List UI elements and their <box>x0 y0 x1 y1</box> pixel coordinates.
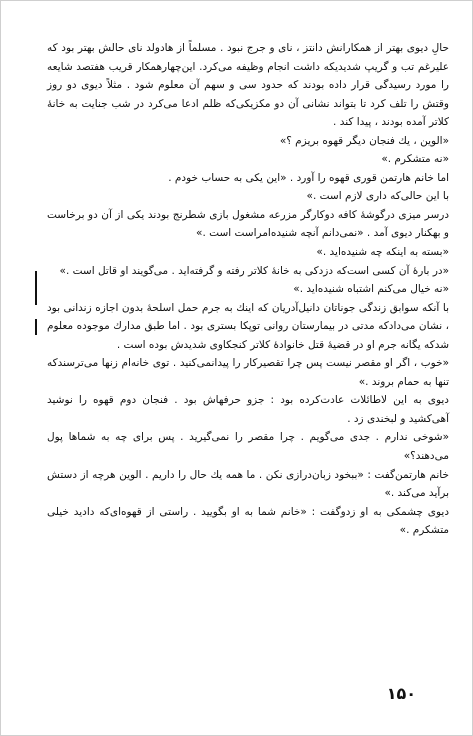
margin-bar <box>35 271 37 305</box>
margin-bar <box>35 319 37 335</box>
paragraph: «نه متشکرم .» <box>381 153 449 166</box>
page-number: ۱۵۰ <box>386 684 416 703</box>
paragraph: «خوب ، اگر او مقصر نیست پس چرا تقصیرکار را پیدانمی‌کنید . توی خانه‌ام زنها می‌ترسندکه تنها به حمام بروند .» <box>47 357 449 388</box>
paragraph: دیوی به این لاطائلات عادت‌کرده بود : جزو حرفهاش بود . فنجان دوم قهوه را نوشید آهی‌کشید و لبخندی زد . <box>47 394 449 425</box>
paragraph: اما خانم هارتمن قوری قهوه را آورد . «این یکی به حساب خودم . <box>168 171 449 184</box>
paragraph: «نه خیال می‌کنم اشتباه شنیده‌اید .» <box>293 283 449 296</box>
paragraph: «الوین ، یك فنجان دیگر قهوه بریزم ؟» <box>279 134 449 147</box>
paragraph: «شوخی ندارم . جدی می‌گویم . چرا مقصر را نمی‌گیرید . پس برای چه به شماها پول می‌دهند؟» <box>47 431 449 463</box>
body-text <box>47 39 449 540</box>
paragraph: حالِ دیوی بهتر از همکارانش دانتز ، نای و جرج نبود . مسلماً از هادولد نای حالش بهتر بود که علیرغم تب و گریپ شدیدیکه داشت انجام وظیفه می‌کرد. این‌چهارهمکار قریب هفتصد شایعه را مورد رسیدگی قرار داده بودند که حدود سی و سهم آن معلوم شود . مثلاً دیوی دو روز وقتش را تلف کرد تا بتواند نشانی آن دو مکزیکی‌که ظلم ادعا می‌کرد در شب جنایت به خانهٔ کلاتر آمده بودند ، پیدا کند . <box>47 42 449 129</box>
paragraph: «در بارهٔ آن کسی است‌که دزدکی به خانهٔ کلاتر رفته و گرفته‌اید . می‌گویند او قاتل است .» <box>59 264 449 277</box>
paragraph: با این حالی‌که داری لازم است .» <box>306 190 449 203</box>
paragraph: با آنکه سوابق زندگی جوناتان دانیل‌آدریان که اینك به جرم حمل اسلحهٔ بدون اجازه زندانی بود ، نشان می‌دادکه مدتی در بیمارستان روانی توپکا بستری بود . اما طبق مدارك موجوده معلوم شدکه یگانه جرم او در قضیهٔ قتل خانوادهٔ کلاتر کنجکاوی شدیدش بوده است . <box>47 301 449 351</box>
paragraph: دیوی چشمکی به او زدوگفت : «خانم شما به او بگویید . راستی از قهوه‌ای‌که دادید خیلی متشکرم .» <box>47 505 449 537</box>
paragraph: «بسته به اینکه چه شنیده‌اید .» <box>316 246 449 259</box>
paragraph: درسر میزی درگوشهٔ کافه دوکارگر مزرعه مشغول بازی شطرنج بودند یکی از آن دو برخاست و بهکنار دیوی آمد . «نمی‌دانم آنچه شنیده‌امراست است .» <box>47 208 449 240</box>
paragraph: خانم هارتمن‌گفت : «ببخود زبان‌درازی نکن . ما همه یك حال را داریم . الوین هرچه از دستش برآید می‌کند .» <box>47 468 449 500</box>
